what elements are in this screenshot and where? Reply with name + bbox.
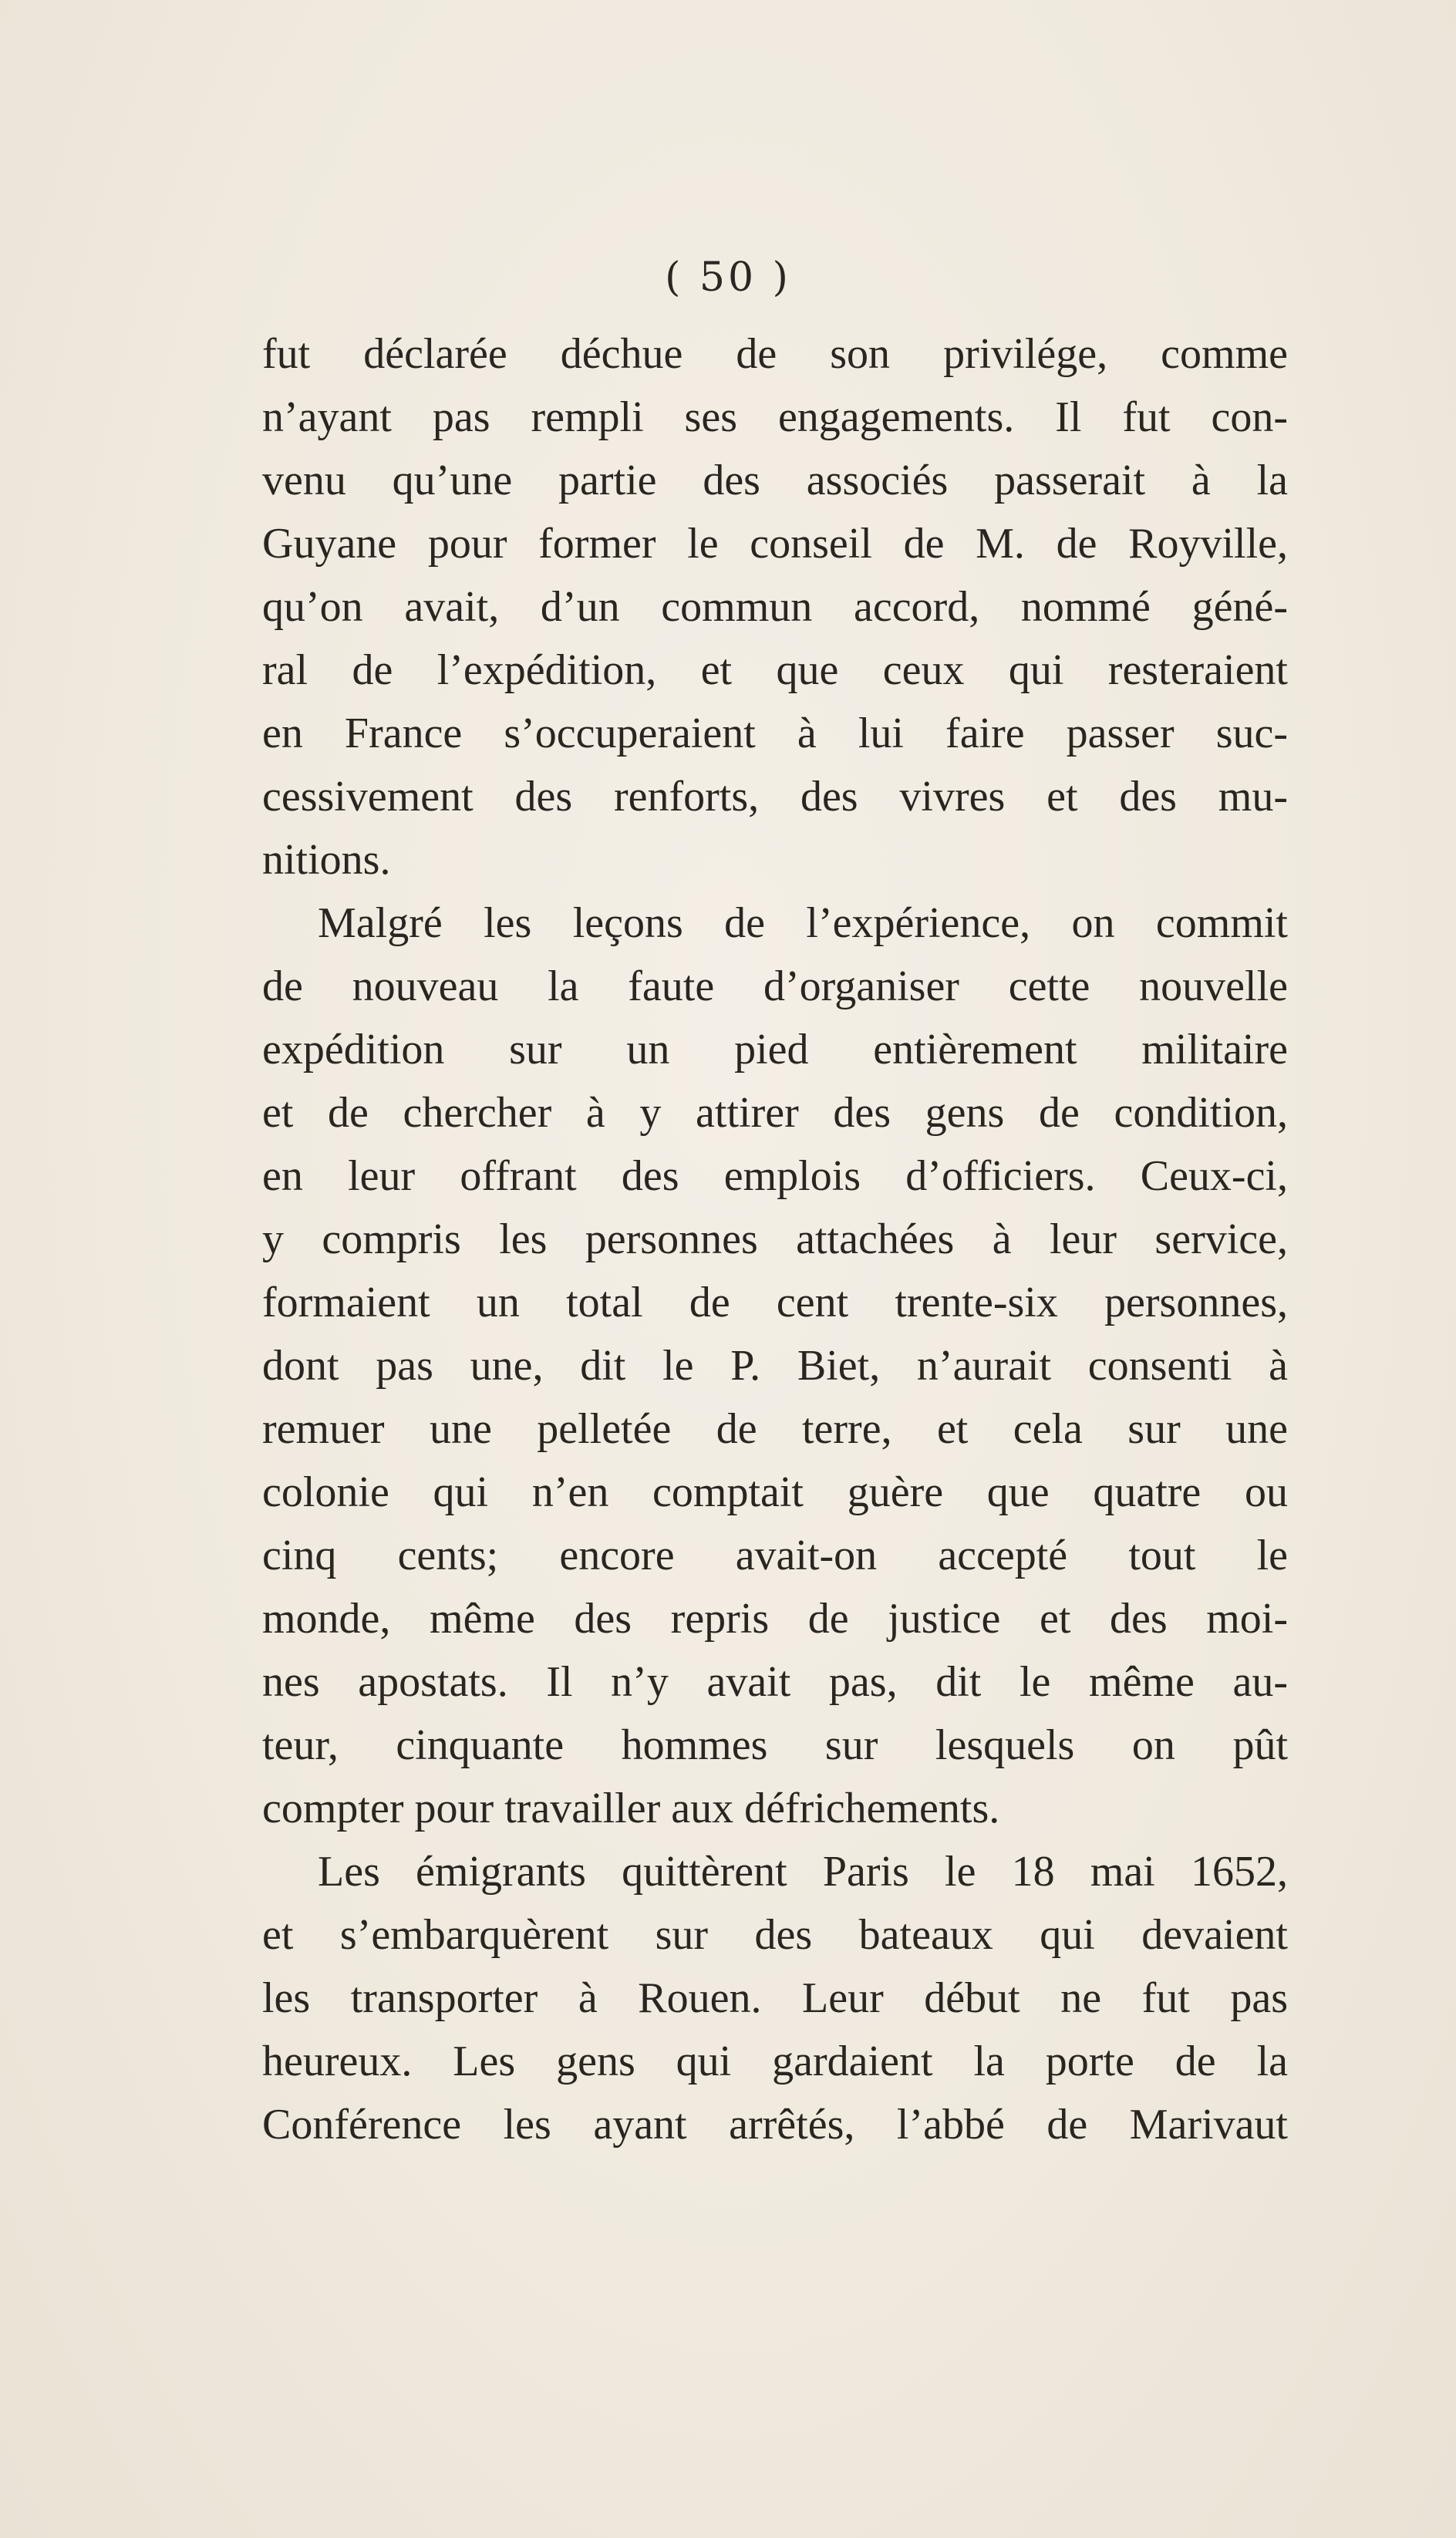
text-line: ral de l’expédition, et que ceux qui resteraient bbox=[262, 646, 1288, 694]
text-line: qu’on avait, d’un commun accord, nommé géné- bbox=[262, 583, 1288, 631]
text-line: formaient un total de cent trente-six personnes, bbox=[262, 1279, 1288, 1326]
text-line: et de chercher à y attirer des gens de condition, bbox=[262, 1089, 1288, 1137]
text-line: nes apostats. Il n’y avait pas, dit le même au- bbox=[262, 1658, 1288, 1706]
text-line: compter pour travailler aux défrichements. bbox=[262, 1785, 1000, 1832]
text-line: Malgré les leçons de l’expérience, on commit bbox=[318, 899, 1288, 947]
paragraph bbox=[262, 1840, 1288, 2156]
paragraph bbox=[262, 322, 1288, 892]
text-line: remuer une pelletée de terre, et cela sur une bbox=[262, 1405, 1288, 1453]
text-line: les transporter à Rouen. Leur début ne fut pas bbox=[262, 1974, 1288, 2022]
text-line: Les émigrants quittèrent Paris le 18 mai 1652, bbox=[318, 1848, 1288, 1896]
paragraph bbox=[262, 892, 1288, 1840]
text-line: Conférence les ayant arrêtés, l’abbé de Marivaut bbox=[262, 2101, 1288, 2149]
page-number: ( 50 ) bbox=[665, 254, 791, 301]
text-line: venu qu’une partie des associés passerait à la bbox=[262, 457, 1288, 504]
text-line: expédition sur un pied entièrement militaire bbox=[262, 1026, 1288, 1074]
text-line: heureux. Les gens qui gardaient la porte de la bbox=[262, 2037, 1288, 2085]
text-line: nitions. bbox=[262, 836, 391, 884]
text-line: n’ayant pas rempli ses engagements. Il fut con- bbox=[262, 393, 1288, 441]
text-line: dont pas une, dit le P. Biet, n’aurait consenti à bbox=[262, 1342, 1288, 1390]
text-line: Guyane pour former le conseil de M. de Royville, bbox=[262, 520, 1288, 568]
text-line: teur, cinquante hommes sur lesquels on pût bbox=[262, 1721, 1288, 1769]
text-line: de nouveau la faute d’organiser cette nouvelle bbox=[262, 962, 1288, 1010]
body-text bbox=[262, 322, 1288, 2156]
text-line: en leur offrant des emplois d’officiers. Ceux-ci, bbox=[262, 1152, 1288, 1200]
text-line: et s’embarquèrent sur des bateaux qui devaient bbox=[262, 1911, 1288, 1959]
text-line: fut déclarée déchue de son privilége, comme bbox=[262, 330, 1288, 378]
text-line: cinq cents; encore avait-on accepté tout le bbox=[262, 1532, 1288, 1579]
text-line: cessivement des renforts, des vivres et des mu- bbox=[262, 773, 1288, 821]
text-line: en France s’occuperaient à lui faire passer suc- bbox=[262, 709, 1288, 757]
text-line: colonie qui n’en comptait guère que quatre ou bbox=[262, 1468, 1288, 1516]
text-line: monde, même des repris de justice et des moi- bbox=[262, 1595, 1288, 1643]
text-line: y compris les personnes attachées à leur service, bbox=[262, 1215, 1288, 1263]
